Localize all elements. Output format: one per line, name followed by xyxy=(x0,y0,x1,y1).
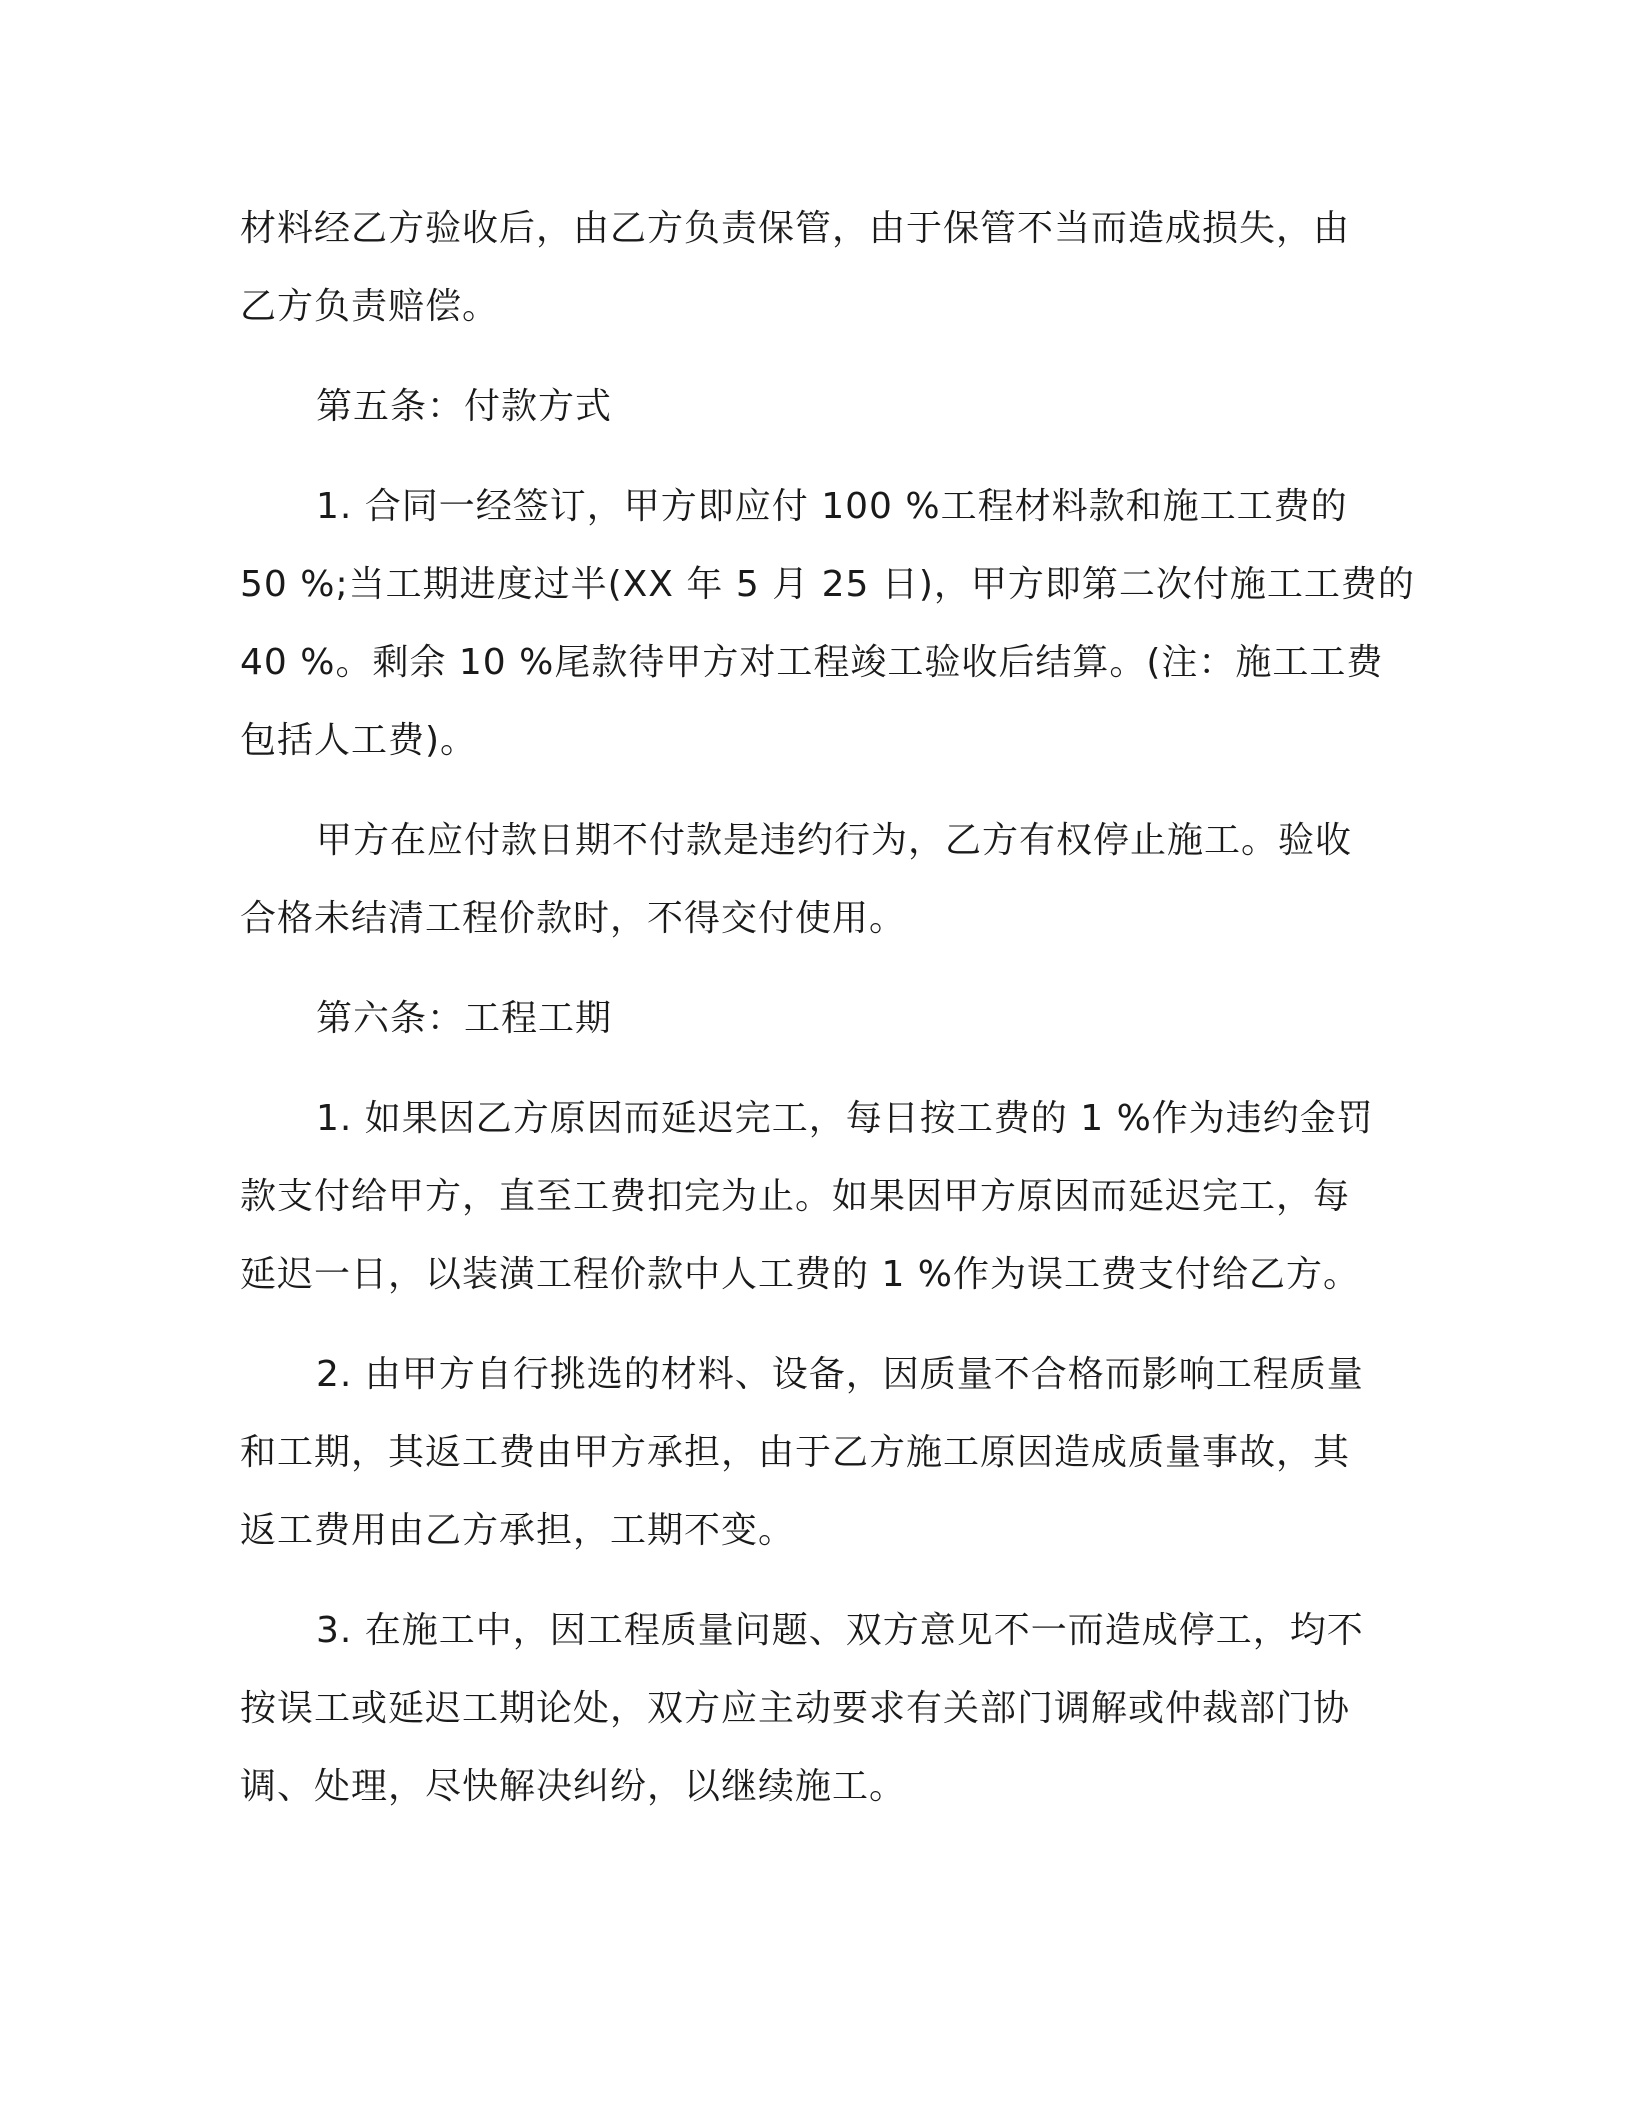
text-line: 延迟一日，以装潢工程价款中人工费的 1 %作为误工费支付给乙方。 xyxy=(240,1254,1360,1295)
text-line: 第六条：工程工期 xyxy=(316,998,613,1039)
paragraph-materials-custody xyxy=(240,190,1380,346)
paragraph-material-quality xyxy=(240,1336,1380,1570)
paragraph-payment-default xyxy=(240,802,1380,958)
text-line: 第五条：付款方式 xyxy=(316,386,613,427)
text-line: 甲方在应付款日期不付款是违约行为，乙方有权停止施工。验收 xyxy=(316,820,1353,861)
text-line: 1. 合同一经签订，甲方即应付 100 %工程材料款和施工工费的 xyxy=(316,486,1348,527)
text-line: 返工费用由乙方承担，工期不变。 xyxy=(240,1510,796,1551)
text-line: 材料经乙方验收后，由乙方负责保管，由于保管不当而造成损失，由 xyxy=(240,208,1351,249)
paragraph-payment-schedule xyxy=(240,468,1415,780)
text-line: 3. 在施工中，因工程质量问题、双方意见不一而造成停工，均不 xyxy=(316,1610,1364,1651)
text-line: 40 %。剩余 10 %尾款待甲方对工程竣工验收后结算。(注：施工工费 xyxy=(240,642,1384,683)
text-line: 2. 由甲方自行挑选的材料、设备，因质量不合格而影响工程质量 xyxy=(316,1354,1364,1395)
paragraph-delay-penalty xyxy=(240,1080,1380,1314)
text-line: 和工期，其返工费由甲方承担，由于乙方施工原因造成质量事故，其 xyxy=(240,1432,1351,1473)
text-line: 50 %;当工期进度过半(XX 年 5 月 25 日)，甲方即第二次付施工工费的 xyxy=(240,564,1415,605)
paragraph-dispute-resolution xyxy=(240,1592,1380,1826)
heading-article-6 xyxy=(240,980,1380,1058)
text-line: 按误工或延迟工期论处，双方应主动要求有关部门调解或仲裁部门协 xyxy=(240,1688,1351,1729)
text-line: 款支付给甲方，直至工费扣完为止。如果因甲方原因而延迟完工，每 xyxy=(240,1176,1351,1217)
text-line: 调、处理，尽快解决纠纷，以继续施工。 xyxy=(240,1766,907,1807)
text-line: 包括人工费)。 xyxy=(240,720,478,761)
text-line: 1. 如果因乙方原因而延迟完工，每日按工费的 1 %作为违约金罚 xyxy=(316,1098,1374,1139)
text-line: 合格未结清工程价款时，不得交付使用。 xyxy=(240,898,907,939)
text-line: 乙方负责赔偿。 xyxy=(240,286,500,327)
heading-article-5 xyxy=(240,368,1380,446)
document-page xyxy=(240,190,1415,1826)
